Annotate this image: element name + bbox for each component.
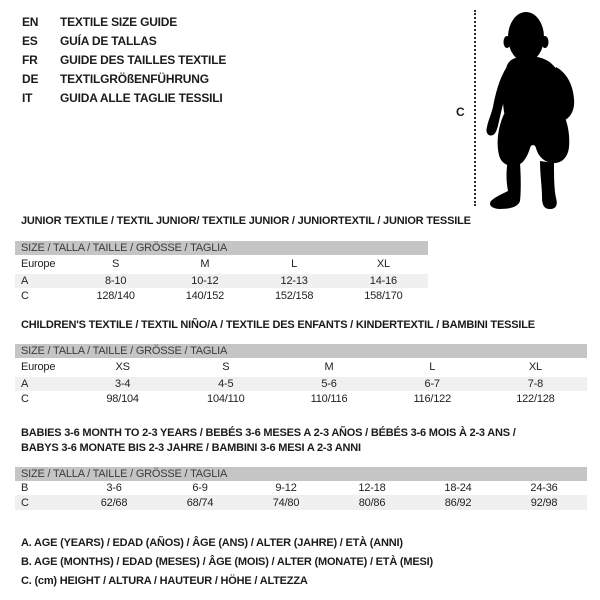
height-cell: 62/68 (100, 497, 128, 509)
footnotes (21, 534, 433, 591)
size-header-bar: SIZE / TALLA / TAILLE / GRÖSSE / TAGLIA (15, 344, 587, 358)
table-row-height (15, 391, 587, 406)
row-label: C (21, 497, 29, 509)
size-cell: XS (115, 361, 130, 373)
height-cell: 128/140 (96, 290, 135, 302)
footnote-b: B. AGE (MONTHS) / EDAD (MESES) / ÂGE (MOIS) / ALTER (MONATE) / ETÀ (MESI) (21, 556, 433, 568)
age-cell: 3-4 (114, 378, 131, 390)
height-cell: 98/104 (106, 393, 139, 405)
age-cell: 7-8 (527, 378, 544, 390)
size-cell: XL (528, 361, 542, 373)
language-row-es (22, 32, 226, 51)
height-cell: 140/152 (185, 290, 225, 302)
children-table-title: CHILDREN'S TEXTILE / TEXTIL NIÑO/A / TEXTILE DES ENFANTS / KINDERTEXTIL / BAMBINI TESSILE (21, 319, 535, 331)
age-cell: 18-24 (444, 482, 472, 494)
row-label: C (21, 393, 29, 405)
language-row-fr (22, 51, 226, 70)
height-cell: 92/98 (530, 497, 558, 509)
footnote-c: C. (cm) HEIGHT / ALTURA / HAUTEUR / HÖHE / ALTEZZA (21, 575, 308, 587)
age-cell: 3-6 (106, 482, 122, 494)
row-label: Europe (21, 361, 56, 373)
height-cell: 158/170 (364, 290, 403, 302)
table-row-europe (15, 358, 587, 377)
language-code: EN (22, 15, 39, 29)
row-label: C (21, 290, 29, 302)
height-cell: 80/86 (358, 497, 386, 509)
height-measure-dotted-line (474, 10, 476, 206)
size-cell: XL (376, 258, 390, 270)
language-label: GUIDA ALLE TAGLIE TESSILI (60, 91, 223, 105)
height-cell: 152/158 (274, 290, 314, 302)
size-cell: M (200, 258, 210, 270)
age-cell: 10-12 (191, 275, 219, 287)
age-cell: 6-9 (192, 482, 208, 494)
height-cell: 74/80 (272, 497, 300, 509)
size-header-bar: SIZE / TALLA / TAILLE / GRÖSSE / TAGLIA (15, 241, 428, 255)
height-measure-label: C (456, 105, 465, 119)
size-cell: S (222, 361, 230, 373)
junior-table (15, 241, 428, 303)
table-row-height (15, 495, 587, 510)
age-cell: 24-36 (530, 482, 558, 494)
children-table (15, 344, 587, 406)
height-cell: 86/92 (444, 497, 472, 509)
language-code: FR (22, 53, 38, 67)
language-row-it (22, 89, 226, 108)
language-label: GUIDE DES TAILLES TEXTILE (60, 53, 227, 67)
babies-table-title (21, 426, 516, 456)
language-label: TEXTILE SIZE GUIDE (60, 15, 178, 29)
table-row-age (15, 274, 428, 288)
height-cell: 68/74 (186, 497, 214, 509)
table-row-height (15, 288, 428, 303)
size-cell: L (429, 361, 436, 373)
height-cell: 122/128 (516, 393, 555, 405)
language-code: ES (22, 34, 38, 48)
babies-title-line1: BABIES 3-6 MONTH TO 2-3 YEARS / BEBÉS 3-6 MESES A 2-3 AÑOS / BÉBÉS 3-6 MOIS À 2-3 ANS / (21, 427, 516, 439)
age-cell: 8-10 (105, 275, 127, 287)
language-label: GUÍA DE TALLAS (60, 34, 157, 48)
height-cell: 110/116 (310, 393, 348, 405)
table-row-europe (15, 255, 428, 274)
table-row-age (15, 377, 587, 391)
language-list (22, 13, 226, 108)
age-cell: 12-18 (358, 482, 386, 494)
baby-silhouette-icon (486, 9, 580, 211)
babies-table (15, 467, 587, 510)
height-cell: 116/122 (413, 393, 451, 405)
row-label: Europe (21, 258, 56, 270)
footnote-a: A. AGE (YEARS) / EDAD (AÑOS) / ÂGE (ANS) / ALTER (JAHRE) / ETÀ (ANNI) (21, 537, 403, 549)
babies-title-line2: BABYS 3-6 MONATE BIS 2-3 JAHRE / BAMBINI 3-6 MESI A 2-3 ANNI (21, 442, 361, 454)
height-cell: 104/110 (207, 393, 245, 405)
table-row-age-months (15, 481, 587, 495)
size-cell: L (291, 258, 298, 270)
row-label: A (21, 378, 29, 390)
size-cell: M (324, 361, 334, 373)
age-cell: 4-5 (218, 378, 234, 390)
size-cell: S (112, 258, 120, 270)
age-cell: 5-6 (321, 378, 337, 390)
language-code: DE (22, 72, 39, 86)
junior-table-title: JUNIOR TEXTILE / TEXTIL JUNIOR/ TEXTILE JUNIOR / JUNIORTEXTIL / JUNIOR TESSILE (21, 215, 471, 227)
age-cell: 12-13 (280, 275, 308, 287)
age-cell: 6-7 (424, 378, 440, 390)
size-header-bar: SIZE / TALLA / TAILLE / GRÖSSE / TAGLIA (15, 467, 587, 481)
age-cell: 9-12 (275, 482, 297, 494)
row-label: B (21, 482, 29, 494)
age-cell: 14-16 (369, 275, 397, 287)
language-row-en (22, 13, 226, 32)
language-code: IT (22, 91, 33, 105)
language-row-de (22, 70, 226, 89)
language-label: TEXTILGRÖßENFÜHRUNG (60, 72, 209, 86)
row-label: A (21, 275, 29, 287)
